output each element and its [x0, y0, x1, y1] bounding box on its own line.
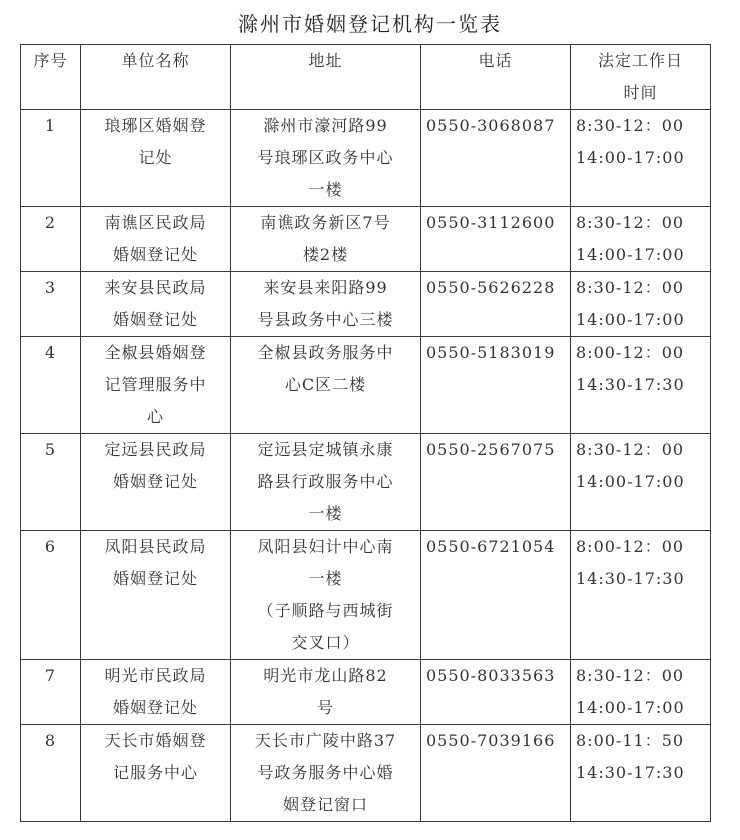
header-seq: 序号	[21, 45, 81, 110]
row-unit	[81, 434, 231, 531]
header-phone: 电话	[421, 45, 571, 110]
row-unit	[81, 207, 231, 272]
row-address-line: 滁州市濠河路99	[263, 116, 388, 135]
row-hours	[571, 272, 711, 337]
row-address-line: 号政务服务中心婚	[257, 763, 394, 782]
registry-table	[20, 44, 711, 822]
row-address	[231, 110, 421, 207]
row-hours-am: 8:00-12：00	[576, 343, 685, 362]
row-unit-line: 记服务中心	[112, 763, 198, 782]
row-address-line: 全椒县政务服务中	[257, 343, 394, 362]
row-hours	[571, 725, 711, 822]
row-address-line: 路县行政服务中心	[257, 472, 394, 491]
row-address-line: 来安县来阳路99	[263, 278, 388, 297]
row-address-line: 天长市广陵中路37	[254, 731, 397, 750]
row-hours-am: 8:30-12：00	[576, 116, 685, 135]
header-row	[21, 45, 711, 110]
row-address-line: 号琅琊区政务中心	[257, 148, 394, 167]
table-row	[21, 660, 711, 725]
row-address-line: （子顺路与西城街	[257, 601, 394, 620]
document-title: 滁州市婚姻登记机构一览表	[238, 12, 502, 36]
row-hours-am: 8:30-12：00	[576, 213, 685, 232]
row-phone: 0550-7039166	[421, 725, 571, 822]
row-hours-am: 8:30-12：00	[576, 666, 685, 685]
table-row	[21, 207, 711, 272]
row-phone: 0550-3068087	[421, 110, 571, 207]
row-address	[231, 434, 421, 531]
row-seq: 4	[21, 337, 81, 434]
row-address-line: 楼2楼	[302, 245, 349, 264]
table-row	[21, 725, 711, 822]
row-address	[231, 725, 421, 822]
row-address	[231, 207, 421, 272]
row-hours	[571, 660, 711, 725]
row-hours-pm: 14:30-17:30	[576, 569, 685, 588]
row-phone: 0550-5183019	[421, 337, 571, 434]
row-hours-am: 8:30-12：00	[576, 278, 685, 297]
row-unit-line: 琅琊区婚姻登	[104, 116, 207, 135]
row-address-line: 一楼	[308, 180, 343, 199]
row-address-line: 明光市龙山路82	[263, 666, 388, 685]
row-hours-pm: 14:00-17:00	[576, 698, 685, 717]
row-hours-pm: 14:30-17:30	[576, 375, 685, 394]
row-unit-line: 定远县民政局	[104, 440, 207, 459]
row-hours-am: 8:00-12：00	[576, 537, 685, 556]
header-hours-line2: 时间	[623, 83, 658, 102]
header-hours-line1: 法定工作日	[597, 51, 683, 70]
row-address-line: 凤阳县妇计中心南	[257, 537, 394, 556]
row-hours	[571, 207, 711, 272]
row-address	[231, 337, 421, 434]
row-unit	[81, 725, 231, 822]
row-address-line: 南谯政务新区7号	[260, 213, 391, 232]
row-seq: 7	[21, 660, 81, 725]
row-address	[231, 272, 421, 337]
row-address-line: 号县政务中心三楼	[257, 310, 394, 329]
row-unit	[81, 110, 231, 207]
row-unit	[81, 337, 231, 434]
row-phone: 0550-8033563	[421, 660, 571, 725]
row-hours-pm: 14:00-17:00	[576, 472, 685, 491]
row-seq: 5	[21, 434, 81, 531]
row-hours-am: 8:30-12：00	[576, 440, 685, 459]
row-seq: 6	[21, 531, 81, 660]
row-address-line: 姻登记窗口	[282, 795, 368, 814]
row-hours-pm: 14:00-17:00	[576, 148, 685, 167]
row-hours-pm: 14:00-17:00	[576, 310, 685, 329]
row-address-line: 心C区二楼	[284, 375, 367, 394]
header-address: 地址	[231, 45, 421, 110]
row-address	[231, 660, 421, 725]
row-seq: 2	[21, 207, 81, 272]
row-unit-line: 婚姻登记处	[112, 698, 198, 717]
row-unit-line: 心	[146, 407, 164, 426]
header-hours	[571, 45, 711, 110]
row-hours	[571, 110, 711, 207]
row-unit-line: 明光市民政局	[104, 666, 207, 685]
row-address-line: 交叉口）	[291, 633, 360, 652]
table-row	[21, 110, 711, 207]
row-unit-line: 婚姻登记处	[112, 569, 198, 588]
row-address-line: 号	[316, 698, 334, 717]
table-row	[21, 434, 711, 531]
row-unit-line: 记管理服务中	[104, 375, 207, 394]
row-unit-line: 南谯区民政局	[104, 213, 207, 232]
row-phone: 0550-3112600	[421, 207, 571, 272]
row-unit	[81, 660, 231, 725]
row-seq: 8	[21, 725, 81, 822]
row-phone: 0550-6721054	[421, 531, 571, 660]
row-phone: 0550-5626228	[421, 272, 571, 337]
row-unit-line: 婚姻登记处	[112, 245, 198, 264]
row-unit-line: 记处	[138, 148, 173, 167]
row-hours-pm: 14:30-17:30	[576, 763, 685, 782]
row-address-line: 定远县定城镇永康	[257, 440, 394, 459]
table-row	[21, 337, 711, 434]
row-hours	[571, 531, 711, 660]
row-unit-line: 来安县民政局	[104, 278, 207, 297]
row-address-line: 一楼	[308, 504, 343, 523]
row-unit	[81, 272, 231, 337]
row-seq: 1	[21, 110, 81, 207]
row-phone: 0550-2567075	[421, 434, 571, 531]
table-row	[21, 272, 711, 337]
row-hours	[571, 434, 711, 531]
row-hours-am: 8:00-11：50	[576, 731, 685, 750]
header-unit: 单位名称	[81, 45, 231, 110]
row-address-line: 一楼	[308, 569, 343, 588]
row-unit-line: 天长市婚姻登	[104, 731, 207, 750]
table-row	[21, 531, 711, 660]
row-unit-line: 凤阳县民政局	[104, 537, 207, 556]
row-unit-line: 婚姻登记处	[112, 310, 198, 329]
row-hours-pm: 14:00-17:00	[576, 245, 685, 264]
row-address	[231, 531, 421, 660]
row-unit-line: 婚姻登记处	[112, 472, 198, 491]
row-unit	[81, 531, 231, 660]
row-unit-line: 全椒县婚姻登	[104, 343, 207, 362]
row-hours	[571, 337, 711, 434]
row-seq: 3	[21, 272, 81, 337]
